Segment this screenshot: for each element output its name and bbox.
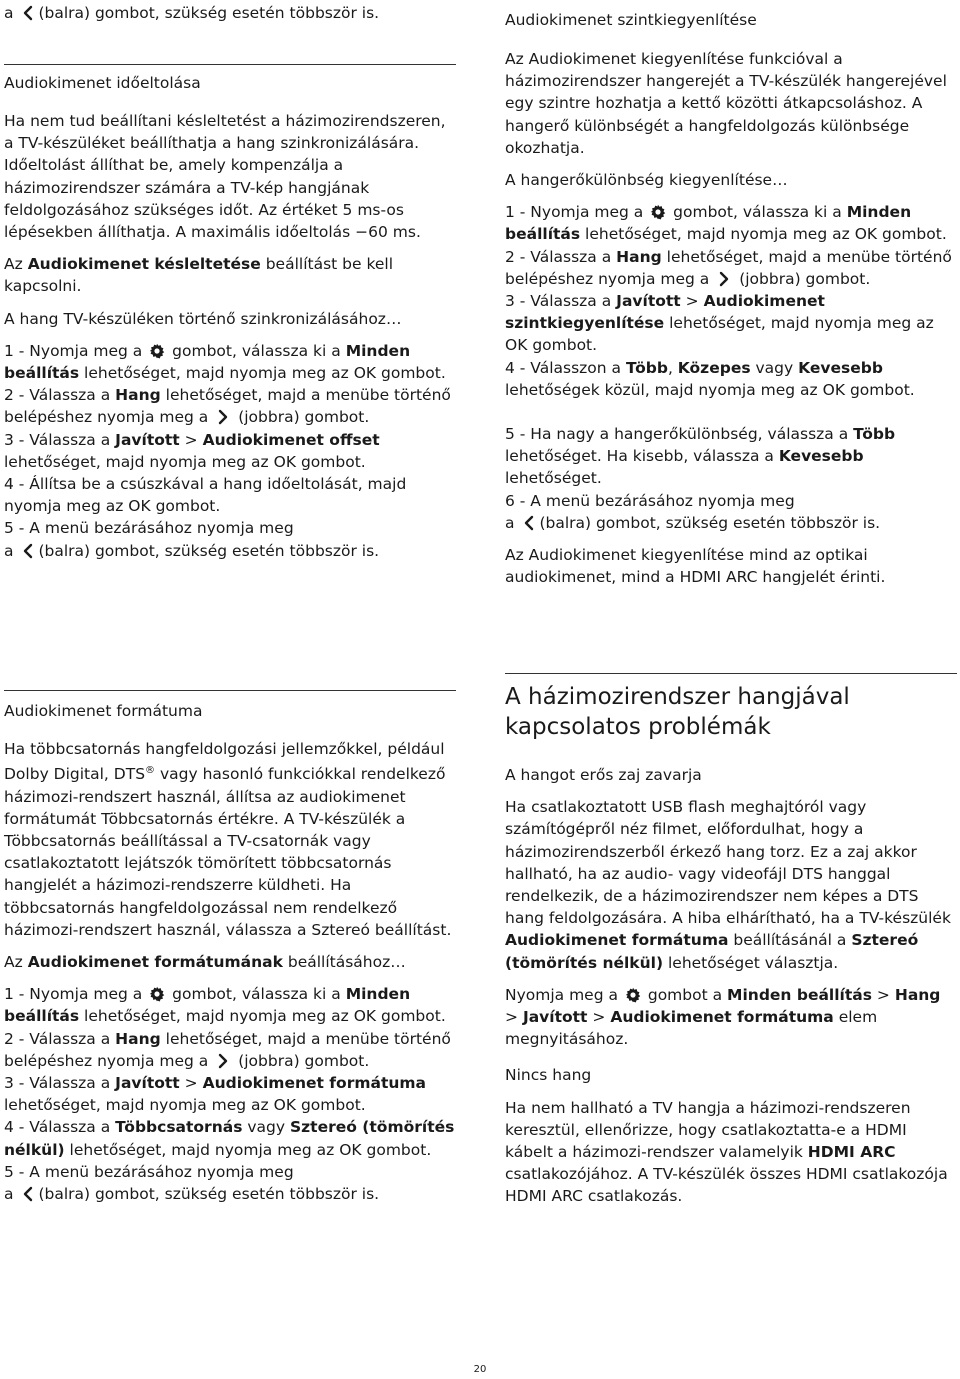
- paragraph: A hang TV-készüléken történő szinkronizálásához…: [4, 309, 402, 328]
- step-6: 6 - A menü bezárásához nyomja meg: [505, 491, 795, 510]
- chevron-right-icon: [215, 409, 231, 425]
- step-5-cont: a (balra) gombot, szükség esetén többször is.: [4, 1185, 380, 1204]
- step-6-cont: a (balra) gombot, szükség esetén többször is.: [505, 513, 881, 532]
- paragraph: Ha csatlakoztatott USB flash meghajtóról vagy számítógépről néz filmet, előfordulhat, hogy a házimozirendszerből érkező hang torz. Ez a zaj akkor hallható, ha az audio- vagy videofájl DTS hanggal rendelkezik, de a házimozirendszer nem képes a DTS hang feldolgozására. A hiba elhárítható, ha a TV-készülék Audiokimenet formátuma beállításánál a Sztereó (tömörítés nélkül) lehetőséget választja.: [505, 798, 951, 972]
- step-2: 2 - Válassza a Hang lehetőséget, majd a menübe történő belépéshez nyomja meg a (jobbra) gombot.: [4, 1029, 451, 1070]
- audio-leveling-section: [505, 48, 957, 588]
- left-top-line: a (balra) gombot, szükség esetén többször is.: [4, 4, 380, 22]
- section-divider: [4, 64, 456, 65]
- step-4: 4 - Válasszon a Több, Közepes vagy Kevesebb lehetőségek közül, majd nyomja meg az OK gombot.: [505, 358, 915, 399]
- subsection-title: Nincs hang: [505, 1066, 592, 1085]
- audio-format-section: [4, 738, 456, 1205]
- step-5: 5 - A menü bezárásához nyomja meg: [4, 519, 294, 538]
- paragraph: Ha többcsatornás hangfeldolgozási jellemzőkkel, például Dolby Digital, DTS® vagy hasonló funkciókkal rendelkező házimozi-rendszert használ, állítsa az audiokimenet formátumát Többcsatornás értékre. A TV-készülék a Többcsatornás beállítással a TV-csatornák vagy csatlakoztatott lejátszók tömörített többcsatornás hangjelét a házimozi-rendszerre küldheti. Ha többcsatornás hangfeldolgozással nem rendelkező házimozi-rendszert használ, válassza a Sztereó beállítást.: [4, 740, 452, 939]
- paragraph: A hangerőkülönbség kiegyenlítése…: [505, 171, 788, 190]
- paragraph: Az Audiokimenet formátumának beállításához…: [4, 952, 406, 971]
- step-5: 5 - A menü bezárásához nyomja meg: [4, 1162, 294, 1181]
- audio-delay-section: [4, 110, 456, 562]
- page-heading: A házimozirendszer hangjával kapcsolatos problémák: [505, 684, 850, 740]
- paragraph: Az Audiokimenet kiegyenlítése mind az optikai audiokimenet, mind a HDMI ARC hangjelét érinti.: [505, 546, 886, 587]
- section-title-audio-delay: Audiokimenet időeltolása: [4, 74, 201, 92]
- paragraph: Ha nem tud beállítani késleltetést a házimozirendszeren, a TV-készüléket beállíthatja a hang szinkronizálására. Időeltolást állíthat be, amely kompenzálja a házimozirendszer számára a TV-kép hangjának feldolgozásához szükséges időt. Az értéket 5 ms-os lépésekben állíthatja. A maximális időeltolás −60 ms.: [4, 112, 446, 242]
- step-5-cont: a (balra) gombot, szükség esetén többször is.: [4, 541, 380, 560]
- step-4: 4 - Válassza a Többcsatornás vagy Sztereó (tömörítés nélkül) lehetőséget, majd nyomja meg az OK gombot.: [4, 1118, 455, 1159]
- gear-icon: [650, 204, 666, 220]
- step-2: 2 - Válassza a Hang lehetőséget, majd a menübe történő belépéshez nyomja meg a (jobbra) gombot.: [4, 386, 451, 427]
- chevron-right-icon: [215, 1053, 231, 1069]
- step-4: 4 - Állítsa be a csúszkával a hang időeltolását, majd nyomja meg az OK gombot.: [4, 475, 407, 516]
- section-divider: [505, 673, 957, 674]
- step-5: 5 - Ha nagy a hangerőkülönbség, válassza a Több lehetőséget. Ha kisebb, válassza a Kevesebb lehetőséget.: [505, 425, 896, 488]
- paragraph: Nyomja meg a gombot a Minden beállítás > Hang > Javított > Audiokimenet formátuma elem megnyitásához.: [505, 985, 941, 1049]
- chevron-left-icon: [20, 5, 36, 21]
- gear-icon: [625, 987, 641, 1003]
- chevron-left-icon: [20, 543, 36, 559]
- subsection-title: A hangot erős zaj zavarja: [505, 766, 702, 784]
- section-title-audio-leveling: Audiokimenet szintkiegyenlítése: [505, 11, 757, 29]
- problems-section: [505, 764, 957, 1208]
- step-2: 2 - Válassza a Hang lehetőséget, majd a menübe történő belépéshez nyomja meg a (jobbra) gombot.: [505, 247, 952, 288]
- paragraph: Az Audiokimenet kiegyenlítése funkcióval a házimozirendszer hangerejét a TV-készülék hangerejével egy szintre hozhatja a kettő közötti átkapcsoláshoz. A hangerő különbségét a hangfeldolgozás különbsége okozhatja.: [505, 50, 947, 157]
- step-1: 1 - Nyomja meg a gombot, válassza ki a Minden beállítás lehetőséget, majd nyomja meg az OK gombot.: [4, 341, 446, 383]
- gear-icon: [149, 986, 165, 1002]
- paragraph: Ha nem hallható a TV hangja a házimozi-rendszeren keresztül, ellenőrizze, hogy csatlakoztatta-e a HDMI kábelt a házimozi-rendszer valamelyik HDMI ARC csatlakozójához. A TV-készülék összes HDMI csatlakozója HDMI ARC csatlakozás.: [505, 1098, 948, 1206]
- chevron-right-icon: [716, 271, 732, 287]
- paragraph: Az Audiokimenet késleltetése beállítást be kell kapcsolni.: [4, 255, 394, 296]
- chevron-left-icon: [521, 515, 537, 531]
- step-3: 3 - Válassza a Javított > Audiokimenet offset lehetőséget, majd nyomja meg az OK gombot.: [4, 430, 380, 471]
- step-1: 1 - Nyomja meg a gombot, válassza ki a Minden beállítás lehetőséget, majd nyomja meg az OK gombot.: [4, 985, 446, 1026]
- step-3: 3 - Válassza a Javított > Audiokimenet szintkiegyenlítése lehetőséget, majd nyomja meg az OK gombot.: [505, 292, 934, 355]
- step-3: 3 - Válassza a Javított > Audiokimenet formátuma lehetőséget, majd nyomja meg az OK gombot.: [4, 1074, 427, 1115]
- section-title-audio-format: Audiokimenet formátuma: [4, 702, 203, 720]
- chevron-left-icon: [20, 1186, 36, 1202]
- page-number: 20: [473, 1364, 487, 1375]
- step-1: 1 - Nyomja meg a gombot, válassza ki a Minden beállítás lehetőséget, majd nyomja meg az OK gombot.: [505, 203, 947, 244]
- section-divider: [4, 690, 456, 691]
- gear-icon: [149, 343, 165, 359]
